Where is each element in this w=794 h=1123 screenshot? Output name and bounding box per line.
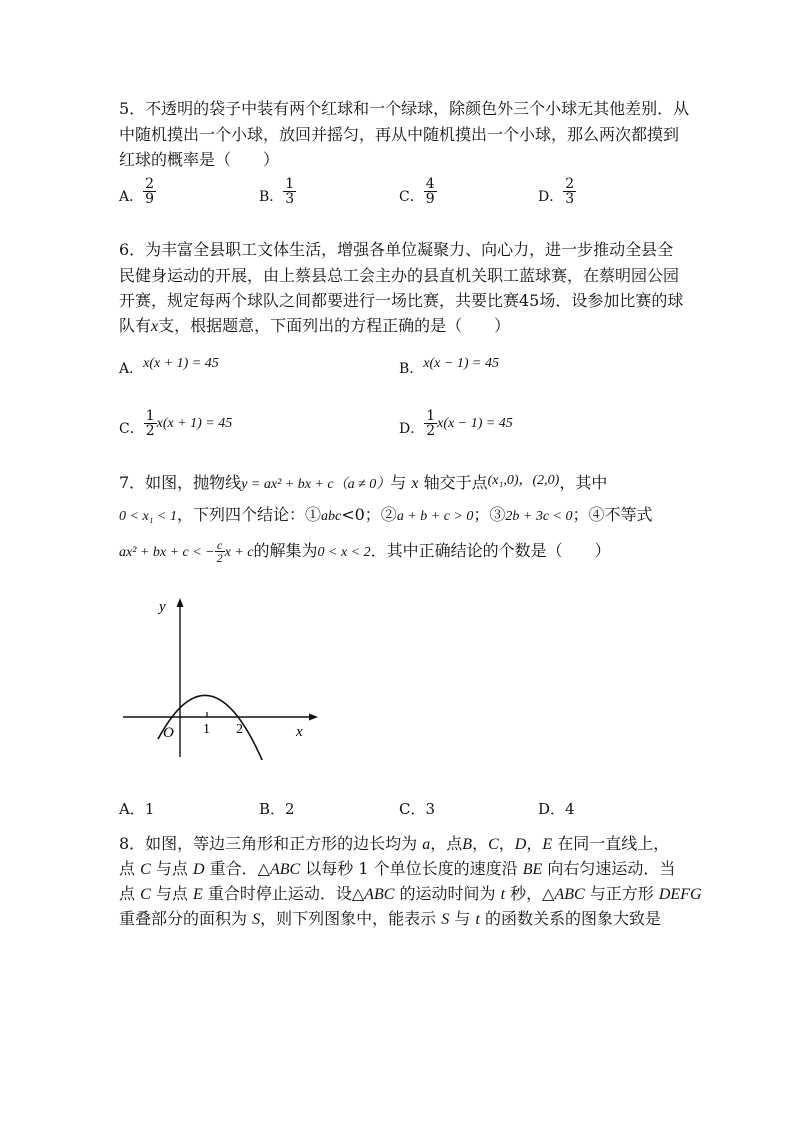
q5-option-b[interactable]: [259, 175, 296, 207]
option-expression: x(x − 1) = 45: [423, 356, 499, 371]
q7-option-b[interactable]: B．2: [259, 800, 295, 818]
option-label: C．: [119, 421, 144, 437]
q7-option-d[interactable]: D．4: [538, 800, 575, 818]
q6-text-line-1: 6．为丰富全县职工文体生活，增强各单位凝聚力、向心力，进一步推动全县全: [119, 240, 674, 259]
q5-option-d[interactable]: [538, 175, 576, 207]
q8-text-line-1: 8．如图，等边三角形和正方形的边长均为 a，点B，C，D，E 在同一直线上，: [119, 834, 670, 853]
q7-text-line-2: 0 < x₁ < 1，下列四个结论：①abc<0；②a + b + c > 0；③2b + 3c < 0；④不等式: [119, 505, 653, 524]
parabola-graph: [118, 590, 318, 760]
option-label: D．: [538, 189, 564, 205]
option-label: C．: [399, 189, 424, 205]
q6-text-line-2: 民健身运动的开展，由上蔡县总工会主办的县直机关职工蓝球赛，在蔡明园公园: [119, 266, 680, 285]
option-label: B．: [399, 361, 424, 377]
tick-label-1: 1: [203, 722, 210, 737]
option-expression: x(x + 1) = 45: [156, 416, 233, 431]
q7-text-line-3: ax² + bx + c < − $\frac{c}{2}$ x + c的解集为0 < x < 2．其中正确结论的个数是（ ）: [119, 538, 611, 565]
q5-text-line-1: 5．不透明的袋子中装有两个红球和一个绿球，除颜色外三个小球无其他差别．从: [119, 99, 690, 118]
q8-text-line-2: 点 C 与点 D 重合．△ABC 以每秒 1 个单位长度的速度沿 BE 向右匀速运动．当: [119, 859, 676, 878]
q7-option-c[interactable]: C．3: [399, 800, 436, 818]
option-label: D．: [399, 421, 425, 437]
fraction: $\frac{1}{3}$: [285, 175, 295, 207]
option-label: A．: [119, 361, 144, 377]
tick-label-2: 2: [236, 722, 243, 737]
fraction: $\frac{c}{2}$: [216, 538, 223, 565]
q6-option-b[interactable]: [399, 358, 499, 378]
q7-option-a[interactable]: A．1: [119, 800, 155, 818]
q6-text-line-3: 开赛，规定每两个球队之间都要进行一场比赛，共要比赛45场．设参加比赛的球: [119, 291, 684, 310]
option-expression: x(x − 1) = 45: [437, 416, 513, 431]
fraction: $\frac{2}{3}$: [565, 175, 575, 207]
q5-text-line-3: 红球的概率是（ ）: [119, 150, 280, 169]
option-label: B．: [259, 189, 284, 205]
fraction: $\frac{2}{9}$: [145, 175, 155, 207]
q6-option-a[interactable]: [119, 358, 219, 378]
q5-option-a[interactable]: [119, 175, 156, 207]
q8-text-line-4: 重叠部分的面积为 S，则下列图象中，能表示 S 与 t 的函数关系的图象大致是: [119, 909, 661, 928]
q6-option-c[interactable]: [119, 407, 233, 439]
y-axis-label: y: [159, 599, 166, 615]
x-axis-label: x: [296, 724, 303, 740]
option-label: A．: [119, 189, 144, 205]
y-axis-arrow: [177, 598, 184, 607]
q5-text-line-2: 中随机摸出一个小球，放回并摇匀，再从中随机摸出一个小球，那么两次都摸到: [119, 125, 680, 144]
fraction: $\frac{1}{2}$: [145, 407, 155, 439]
q6-option-d[interactable]: [399, 407, 513, 439]
fraction: $\frac{4}{9}$: [425, 175, 435, 207]
option-expression: x(x + 1) = 45: [143, 356, 219, 371]
x-axis-arrow: [309, 714, 318, 721]
parabola-curve: [158, 695, 264, 760]
q6-text-line-4: 队有x支，根据题意，下面列出的方程正确的是（ ）: [119, 316, 511, 335]
q8-text-line-3: 点 C 与点 E 重合时停止运动．设△ABC 的运动时间为 t 秒，△ABC 与正方形 DEFG: [119, 884, 702, 903]
q5-option-c[interactable]: [399, 175, 437, 207]
fraction: $\frac{1}{2}$: [426, 407, 436, 439]
origin-label: O: [163, 725, 174, 741]
q7-text-line-1: 7．如图，抛物线y = ax² + bx + c（a ≠ 0）与 x 轴交于点(x₁,0)，(2,0)，其中: [119, 473, 608, 492]
